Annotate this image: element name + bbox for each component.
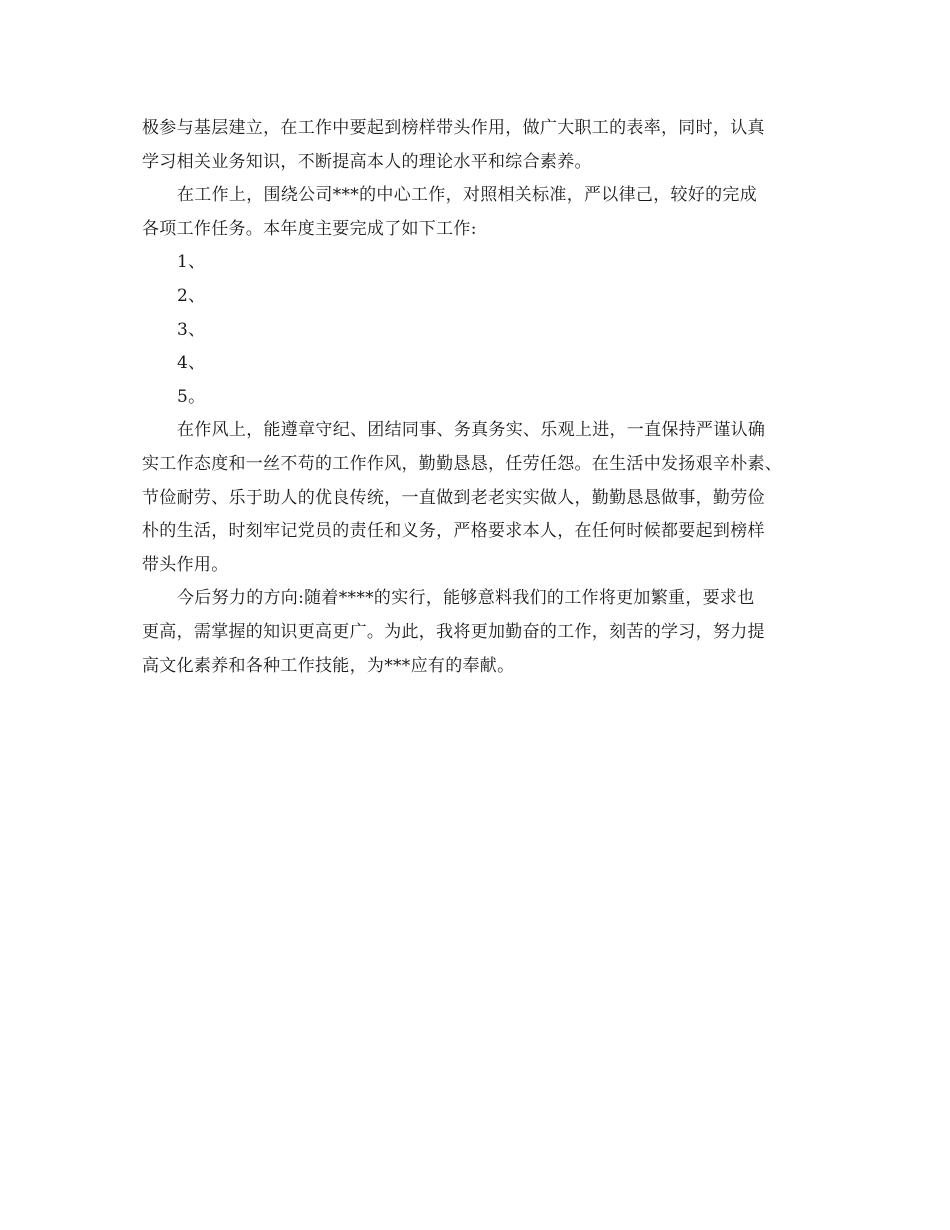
- text-line-10: 在作风上，能遵章守纪、团结同事、务真务实、乐观上进，一直保持严谨认确: [177, 420, 766, 441]
- text-line-12: 节俭耐劳、乐于助人的优良传统，一直做到老老实实做人，勤勤恳恳做事，勤劳俭: [142, 487, 765, 508]
- text-line-2: 学习相关业务知识，不断提高本人的理论水平和综合素养。: [142, 151, 592, 172]
- text-line-17: 高文化素养和各种工作技能，为***应有的奉献。: [142, 655, 515, 676]
- text-line-3: 在工作上，围绕公司***的中心工作，对照相关标准，严以律己，较好的完成: [177, 185, 757, 206]
- text-line-16: 更高，需掌握的知识更高更广。为此，我将更加勤奋的工作，刻苦的学习，努力提: [142, 621, 765, 642]
- text-line-14: 带头作用。: [142, 554, 229, 575]
- list-item-4: 4、: [177, 353, 206, 374]
- list-item-3: 3、: [177, 319, 206, 340]
- list-item-1: 1、: [177, 252, 206, 273]
- text-line-11: 实工作态度和一丝不苟的工作作风，勤勤恳恳，任劳任怨。在生活中发扬艰辛朴素、: [142, 453, 783, 474]
- list-item-2: 2、: [177, 285, 206, 306]
- document-body: [142, 112, 812, 683]
- list-item-5: 5。: [177, 386, 206, 407]
- text-line-4: 各项工作任务。本年度主要完成了如下工作:: [142, 218, 477, 239]
- text-line-15: 今后努力的方向:随着****的实行，能够意料我们的工作将更加繁重，要求也: [177, 588, 755, 609]
- text-line-13: 朴的生活，时刻牢记党员的责任和义务，严格要求本人，在任何时候都要起到榜样: [142, 521, 765, 542]
- text-line-1: 极参与基层建立，在工作中要起到榜样带头作用，做广大职工的表率，同时，认真: [142, 118, 765, 138]
